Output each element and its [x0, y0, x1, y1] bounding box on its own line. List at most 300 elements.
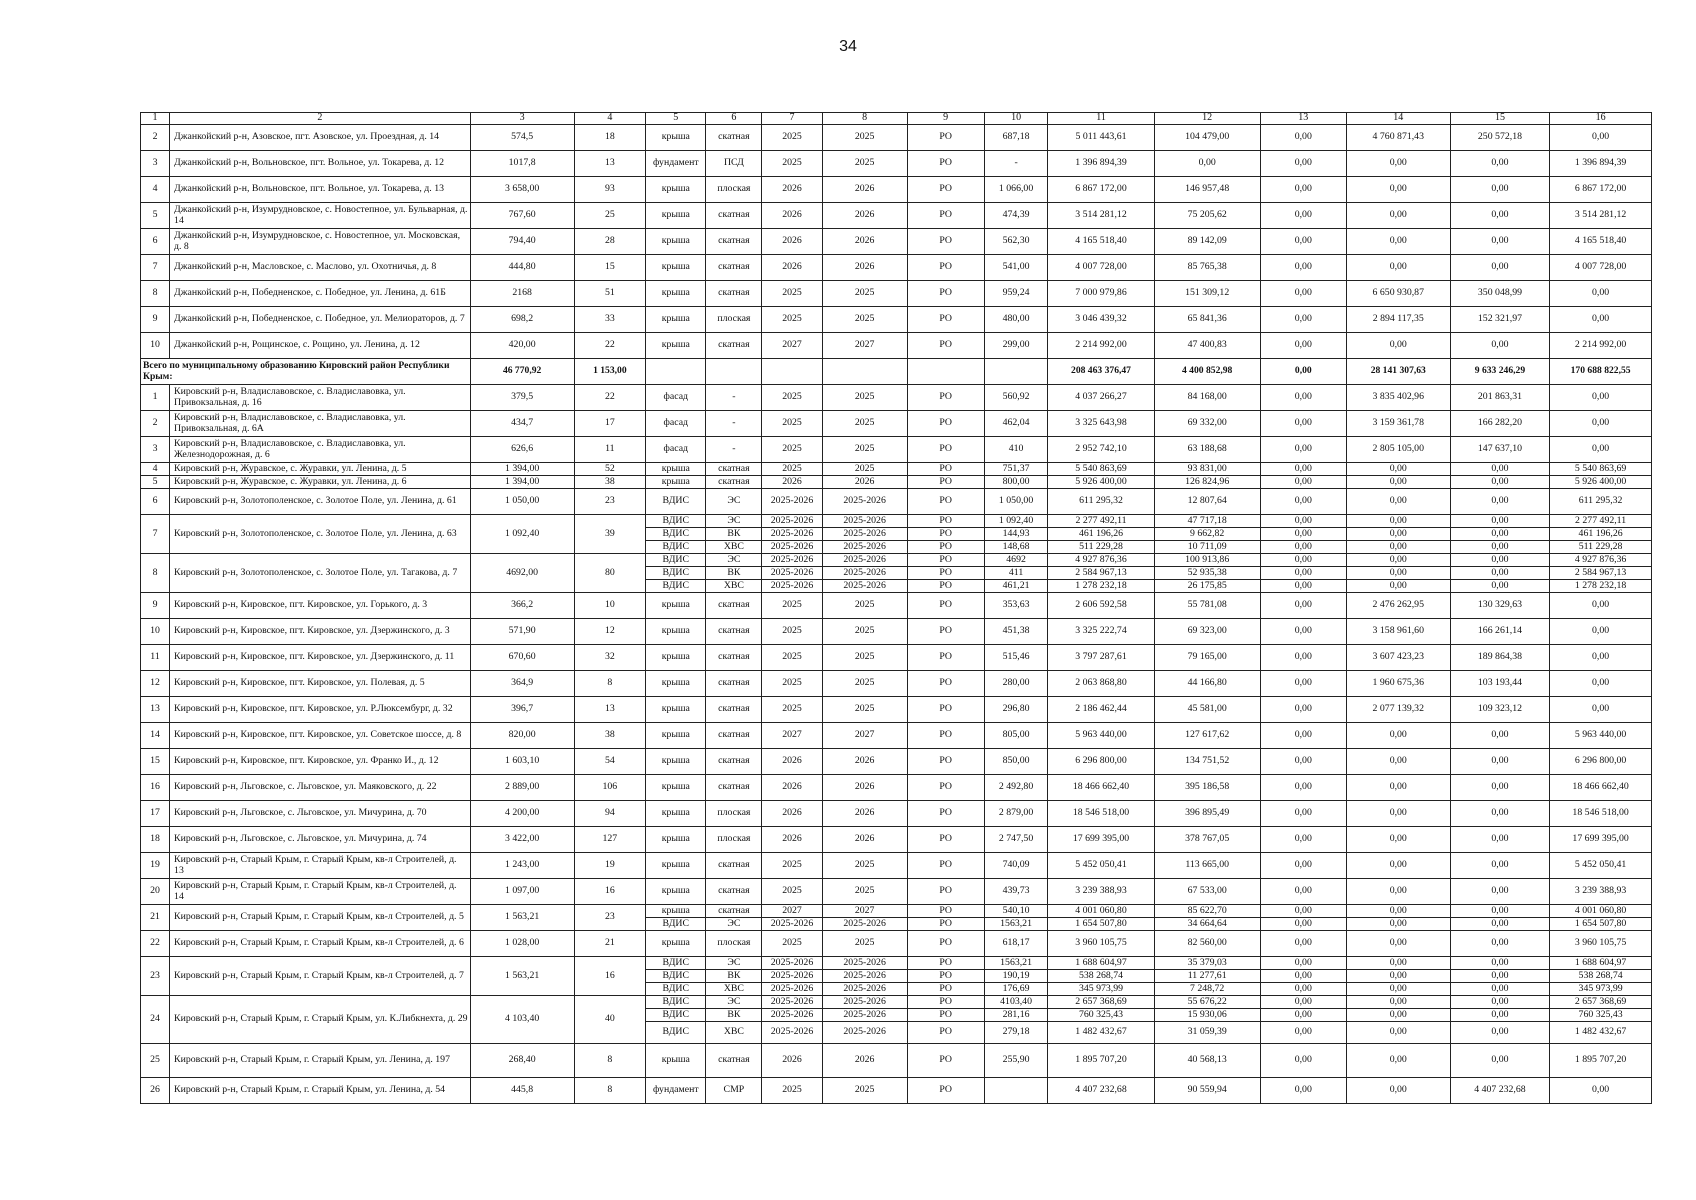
table-cell: 44 166,80 — [1154, 671, 1260, 697]
table-cell: 366,2 — [470, 593, 574, 619]
table-cell: РО — [907, 541, 984, 554]
table-cell: 0,00 — [1260, 177, 1346, 203]
table-cell: 13 — [574, 697, 646, 723]
table-cell: 2 805 105,00 — [1346, 437, 1450, 463]
table-cell: 100 913,86 — [1154, 554, 1260, 567]
table-cell: 0,00 — [1260, 359, 1346, 385]
table-cell: 5 963 440,00 — [1048, 723, 1154, 749]
table-cell: Кировский р-н, Золотополенское, с. Золотое Поле, ул. Ленина, д. 61 — [170, 489, 471, 515]
table-cell: 0,00 — [1550, 307, 1652, 333]
table-cell: 0,00 — [1450, 333, 1549, 359]
table-cell: 1 278 232,18 — [1048, 580, 1154, 593]
table-cell: 751,37 — [984, 463, 1048, 476]
table-cell: 8 — [574, 1044, 646, 1078]
table-cell: 0,00 — [1260, 1078, 1346, 1104]
column-number-row — [141, 113, 1652, 125]
table-cell: 2 747,50 — [984, 827, 1048, 853]
table-cell: 2025-2026 — [822, 489, 907, 515]
table-cell: РО — [907, 489, 984, 515]
table-cell: РО — [907, 463, 984, 476]
table-cell: 3 — [141, 437, 170, 463]
table-cell: ВК — [706, 567, 762, 580]
table-row — [141, 125, 1652, 151]
table-cell: 0,00 — [1260, 957, 1346, 970]
table-cell: скатная — [706, 281, 762, 307]
table-cell: 0,00 — [1260, 983, 1346, 996]
table-cell: 39 — [574, 515, 646, 554]
table-cell: 0,00 — [1550, 125, 1652, 151]
table-cell: 2 214 992,00 — [1048, 333, 1154, 359]
table-cell: 10 — [141, 333, 170, 359]
table-cell: 345 973,99 — [1048, 983, 1154, 996]
table-cell: 2025-2026 — [762, 528, 822, 541]
table-cell: 2025-2026 — [822, 1022, 907, 1044]
table-cell: 2026 — [762, 775, 822, 801]
table-cell: 0,00 — [1550, 619, 1652, 645]
table-cell: 461 196,26 — [1048, 528, 1154, 541]
table-cell: 12 — [574, 619, 646, 645]
table-cell: 1 960 675,36 — [1346, 671, 1450, 697]
table-cell: РО — [907, 554, 984, 567]
table-row — [141, 229, 1652, 255]
table-cell: 4 407 232,68 — [1048, 1078, 1154, 1104]
table-row — [141, 996, 1652, 1009]
table-cell: 9 — [141, 307, 170, 333]
table-cell: 0,00 — [1260, 255, 1346, 281]
table-cell: 4 927 876,36 — [1048, 554, 1154, 567]
table-row — [141, 1078, 1652, 1104]
table-cell: 959,24 — [984, 281, 1048, 307]
table-cell: 2027 — [762, 333, 822, 359]
table-cell: 2026 — [762, 827, 822, 853]
table-cell: 2027 — [822, 333, 907, 359]
table-cell: 0,00 — [1346, 996, 1450, 1009]
table-cell: 26 — [141, 1078, 170, 1104]
table-cell: Кировский р-н, Владиславовское, с. Владиславовка, ул. Привокзальная, д. 16 — [170, 385, 471, 411]
table-cell: 0,00 — [1260, 528, 1346, 541]
table-row — [141, 151, 1652, 177]
table-cell: РО — [907, 1078, 984, 1104]
table-cell: 461 196,26 — [1550, 528, 1652, 541]
table-cell: 0,00 — [1260, 515, 1346, 528]
table-cell: 439,73 — [984, 879, 1048, 905]
table-cell: РО — [907, 567, 984, 580]
table-cell: 2 277 492,11 — [1550, 515, 1652, 528]
table-cell: 85 622,70 — [1154, 905, 1260, 918]
table-cell: крыша — [646, 476, 706, 489]
table-cell: 130 329,63 — [1450, 593, 1549, 619]
table-cell: 10 — [984, 113, 1048, 125]
table-cell: Кировский р-н, Кировское, пгт. Кировское, ул. Горького, д. 3 — [170, 593, 471, 619]
table-cell: ВДИС — [646, 983, 706, 996]
table-cell: 2025 — [762, 125, 822, 151]
table-cell: плоская — [706, 801, 762, 827]
table-cell: 2 186 462,44 — [1048, 697, 1154, 723]
table-cell: Кировский р-н, Владиславовское, с. Владиславовка, ул. Привокзальная, д. 6А — [170, 411, 471, 437]
table-cell: 2025 — [822, 593, 907, 619]
table-cell: 35 379,03 — [1154, 957, 1260, 970]
table-cell: 4 165 518,40 — [1550, 229, 1652, 255]
table-row — [141, 723, 1652, 749]
table-cell: крыша — [646, 697, 706, 723]
table-cell: плоская — [706, 931, 762, 957]
table-cell: 166 282,20 — [1450, 411, 1549, 437]
table-cell: 8 — [141, 554, 170, 593]
table-cell: 2168 — [470, 281, 574, 307]
table-cell: РО — [907, 723, 984, 749]
table-cell: 280,00 — [984, 671, 1048, 697]
table-cell: 65 841,36 — [1154, 307, 1260, 333]
table-cell: 0,00 — [1346, 931, 1450, 957]
table-cell: 794,40 — [470, 229, 574, 255]
table-cell: 1 688 604,97 — [1550, 957, 1652, 970]
table-cell: 2 889,00 — [470, 775, 574, 801]
table-cell: 1 895 707,20 — [1048, 1044, 1154, 1078]
table-cell: 3 325 643,98 — [1048, 411, 1154, 437]
table-cell: 9 633 246,29 — [1450, 359, 1549, 385]
table-cell: 17 — [574, 411, 646, 437]
table-cell: Кировский р-н, Журавское, с. Журавки, ул. Ленина, д. 5 — [170, 463, 471, 476]
table-row — [141, 671, 1652, 697]
table-cell: 4 760 871,43 — [1346, 125, 1450, 151]
table-cell: 15 930,06 — [1154, 1009, 1260, 1022]
table-cell: 10 — [574, 593, 646, 619]
table-cell: РО — [907, 853, 984, 879]
table-row — [141, 593, 1652, 619]
table-cell: 23 — [574, 489, 646, 515]
table-cell: скатная — [706, 125, 762, 151]
table-cell: 0,00 — [1260, 970, 1346, 983]
table-cell: 2025-2026 — [822, 983, 907, 996]
table-cell: 0,00 — [1450, 723, 1549, 749]
table-cell: 63 188,68 — [1154, 437, 1260, 463]
table-cell: 4 103,40 — [470, 996, 574, 1044]
table-cell: 268,40 — [470, 1044, 574, 1078]
table-cell: скатная — [706, 203, 762, 229]
table-cell: 2025 — [762, 1078, 822, 1104]
table-cell: 2025-2026 — [762, 970, 822, 983]
table-cell: ВДИС — [646, 957, 706, 970]
table-cell: скатная — [706, 476, 762, 489]
table-cell: 24 — [141, 996, 170, 1044]
table-cell: 4 — [141, 177, 170, 203]
table-cell: 1 654 507,80 — [1048, 918, 1154, 931]
table-cell: 2025-2026 — [822, 996, 907, 1009]
table-cell: 0,00 — [1346, 554, 1450, 567]
table-cell: 6 — [706, 113, 762, 125]
table-cell: 2025-2026 — [762, 983, 822, 996]
table-cell: 2026 — [822, 749, 907, 775]
table-cell: 7 000 979,86 — [1048, 281, 1154, 307]
table-cell: 2026 — [822, 203, 907, 229]
table-cell: 134 751,52 — [1154, 749, 1260, 775]
table-cell: 1 097,00 — [470, 879, 574, 905]
table-cell: крыша — [646, 229, 706, 255]
table-cell: 4 400 852,98 — [1154, 359, 1260, 385]
table-cell: 2 — [170, 113, 471, 125]
table-cell: 3 835 402,96 — [1346, 385, 1450, 411]
table-cell: 148,68 — [984, 541, 1048, 554]
table-cell: 1 050,00 — [470, 489, 574, 515]
table-cell: крыша — [646, 307, 706, 333]
table-cell: РО — [907, 333, 984, 359]
table-cell: Джанкойский р-н, Победненское, с. Победное, ул. Ленина, д. 61Б — [170, 281, 471, 307]
table-cell: 47 400,83 — [1154, 333, 1260, 359]
table-cell: 2025 — [822, 411, 907, 437]
table-cell: крыша — [646, 645, 706, 671]
table-cell: 0,00 — [1450, 515, 1549, 528]
table-cell: 0,00 — [1450, 463, 1549, 476]
table-cell: 687,18 — [984, 125, 1048, 151]
table-cell: 0,00 — [1260, 1044, 1346, 1078]
table-cell: 23 — [574, 905, 646, 931]
table-cell: 2 — [141, 125, 170, 151]
table-cell: РО — [907, 749, 984, 775]
table-cell: 0,00 — [1346, 463, 1450, 476]
table-cell: 1 603,10 — [470, 749, 574, 775]
table-cell: 201 863,31 — [1450, 385, 1549, 411]
table-cell: ВДИС — [646, 580, 706, 593]
table-cell: 540,10 — [984, 905, 1048, 918]
table-cell: 55 676,22 — [1154, 996, 1260, 1009]
table-cell: крыша — [646, 723, 706, 749]
table-cell: 626,6 — [470, 437, 574, 463]
table-cell: ВДИС — [646, 515, 706, 528]
table-cell: 23 — [141, 957, 170, 996]
table-cell: 2 952 742,10 — [1048, 437, 1154, 463]
table-cell: 40 — [574, 996, 646, 1044]
table-cell: 190,19 — [984, 970, 1048, 983]
table-cell: 474,39 — [984, 203, 1048, 229]
table-cell: Кировский р-н, Кировское, пгт. Кировское, ул. Дзержинского, д. 11 — [170, 645, 471, 671]
table-cell: РО — [907, 996, 984, 1009]
table-cell: 9 — [141, 593, 170, 619]
table-cell: 40 568,13 — [1154, 1044, 1260, 1078]
table-cell: 28 141 307,63 — [1346, 359, 1450, 385]
table-cell: 0,00 — [1260, 918, 1346, 931]
table-cell: 67 533,00 — [1154, 879, 1260, 905]
table-cell: 1 028,00 — [470, 931, 574, 957]
table-cell: РО — [907, 827, 984, 853]
table-cell: 18 — [574, 125, 646, 151]
table-cell: 19 — [574, 853, 646, 879]
table-cell: 0,00 — [1550, 645, 1652, 671]
table-cell: 2026 — [762, 749, 822, 775]
table-cell: 2 214 992,00 — [1550, 333, 1652, 359]
table-cell — [907, 359, 984, 385]
table-cell: РО — [907, 1022, 984, 1044]
table-cell: РО — [907, 593, 984, 619]
table-cell: 396 895,49 — [1154, 801, 1260, 827]
table-cell: РО — [907, 476, 984, 489]
table-cell: 0,00 — [1450, 775, 1549, 801]
table-cell: Кировский р-н, Кировское, пгт. Кировское, ул. Советское шоссе, д. 8 — [170, 723, 471, 749]
table-cell: 26 175,85 — [1154, 580, 1260, 593]
table-row — [141, 437, 1652, 463]
table-cell: 2025 — [822, 437, 907, 463]
table-cell: 2025 — [822, 281, 907, 307]
table-row — [141, 281, 1652, 307]
table-cell: 2025-2026 — [762, 567, 822, 580]
table-cell: Кировский р-н, Кировское, пгт. Кировское, ул. Р.Люксембург, д. 32 — [170, 697, 471, 723]
table-cell: 698,2 — [470, 307, 574, 333]
table-cell: РО — [907, 801, 984, 827]
table-cell: Кировский р-н, Кировское, пгт. Кировское, ул. Дзержинского, д. 3 — [170, 619, 471, 645]
table-cell: 538 268,74 — [1048, 970, 1154, 983]
table-cell: РО — [907, 905, 984, 918]
table-cell: РО — [907, 697, 984, 723]
table-cell: 2026 — [822, 177, 907, 203]
table-cell: 15 — [1450, 113, 1549, 125]
table-cell: крыша — [646, 1044, 706, 1078]
table-cell: 17 699 395,00 — [1048, 827, 1154, 853]
table-cell: 2025-2026 — [762, 541, 822, 554]
table-row — [141, 515, 1652, 528]
table-cell: 611 295,32 — [1550, 489, 1652, 515]
table-cell: 411 — [984, 567, 1048, 580]
table-cell: скатная — [706, 333, 762, 359]
table-cell: скатная — [706, 463, 762, 476]
table-cell: 767,60 — [470, 203, 574, 229]
table-cell: 0,00 — [1450, 918, 1549, 931]
table-cell: 4 — [141, 463, 170, 476]
table-cell: РО — [907, 177, 984, 203]
table-cell: 451,38 — [984, 619, 1048, 645]
table-cell: 38 — [574, 723, 646, 749]
table-cell: - — [984, 151, 1048, 177]
table-cell: 2025-2026 — [762, 554, 822, 567]
table-cell: 0,00 — [1550, 697, 1652, 723]
table-cell: 90 559,94 — [1154, 1078, 1260, 1104]
table-cell: ХВС — [706, 1022, 762, 1044]
table-cell: 106 — [574, 775, 646, 801]
table-cell: 4 001 060,80 — [1048, 905, 1154, 918]
table-cell: 5 540 863,69 — [1048, 463, 1154, 476]
table-cell: 5 — [646, 113, 706, 125]
table-cell: 760 325,43 — [1048, 1009, 1154, 1022]
table-row — [141, 645, 1652, 671]
table-cell: 2025 — [822, 671, 907, 697]
table-cell: ЭС — [706, 996, 762, 1009]
table-cell: ВДИС — [646, 541, 706, 554]
table-row — [141, 489, 1652, 515]
table-row — [141, 853, 1652, 879]
table-cell: скатная — [706, 593, 762, 619]
table-cell: 0,00 — [1550, 671, 1652, 697]
table-cell: 0,00 — [1346, 801, 1450, 827]
table-cell: 0,00 — [1450, 879, 1549, 905]
table-cell: 574,5 — [470, 125, 574, 151]
table-cell: 0,00 — [1346, 1078, 1450, 1104]
table-cell: 850,00 — [984, 749, 1048, 775]
table-cell: 1 563,21 — [470, 905, 574, 931]
table-cell: 82 560,00 — [1154, 931, 1260, 957]
table-cell: 19 — [141, 853, 170, 879]
table-cell: 2 476 262,95 — [1346, 593, 1450, 619]
table-cell: 0,00 — [1260, 723, 1346, 749]
table-cell — [646, 359, 706, 385]
table-row — [141, 775, 1652, 801]
table-cell: РО — [907, 879, 984, 905]
table-cell: 350 048,99 — [1450, 281, 1549, 307]
table-cell: РО — [907, 229, 984, 255]
table-cell: 0,00 — [1450, 229, 1549, 255]
table-cell: ВДИС — [646, 996, 706, 1009]
table-cell: 10 — [141, 619, 170, 645]
table-cell: 2025-2026 — [822, 957, 907, 970]
table-cell: 3 960 105,75 — [1048, 931, 1154, 957]
table-cell: 4103,40 — [984, 996, 1048, 1009]
table-cell: 208 463 376,47 — [1048, 359, 1154, 385]
table-cell: крыша — [646, 593, 706, 619]
table-cell: 562,30 — [984, 229, 1048, 255]
table-cell: фундамент — [646, 1078, 706, 1104]
table-cell: 22 — [574, 333, 646, 359]
table-cell: 6 867 172,00 — [1550, 177, 1652, 203]
table-cell: 2025 — [762, 385, 822, 411]
table-cell: 6 296 800,00 — [1048, 749, 1154, 775]
table-cell: 6 — [141, 489, 170, 515]
table-cell: 4 200,00 — [470, 801, 574, 827]
table-cell: Кировский р-н, Старый Крым, г. Старый Крым, ул. Ленина, д. 54 — [170, 1078, 471, 1104]
table-cell: 2026 — [762, 476, 822, 489]
table-cell: 0,00 — [1260, 437, 1346, 463]
table-cell: 0,00 — [1260, 463, 1346, 476]
capital-repair-table — [140, 112, 1652, 1104]
table-cell: 13 — [574, 151, 646, 177]
table-cell: скатная — [706, 255, 762, 281]
table-cell: 0,00 — [1346, 749, 1450, 775]
table-cell: 69 323,00 — [1154, 619, 1260, 645]
table-cell: крыша — [646, 177, 706, 203]
table-cell: 250 572,18 — [1450, 125, 1549, 151]
table-cell: 126 824,96 — [1154, 476, 1260, 489]
table-cell: РО — [907, 1009, 984, 1022]
table-cell: 2025 — [822, 931, 907, 957]
table-cell: 8 — [574, 671, 646, 697]
table-cell: РО — [907, 151, 984, 177]
table-cell: 2026 — [762, 229, 822, 255]
table-cell: 2026 — [822, 801, 907, 827]
table-cell: 0,00 — [1450, 554, 1549, 567]
table-row — [141, 307, 1652, 333]
table-cell: Кировский р-н, Старый Крым, г. Старый Крым, кв-л Строителей, д. 7 — [170, 957, 471, 996]
table-cell: 1 153,00 — [574, 359, 646, 385]
table-cell: 13 — [141, 697, 170, 723]
table-cell: скатная — [706, 749, 762, 775]
table-cell: 2025 — [762, 463, 822, 476]
table-cell: ПСД — [706, 151, 762, 177]
table-cell: 4692,00 — [470, 554, 574, 593]
table-cell: 52 — [574, 463, 646, 476]
table-cell: 4 165 518,40 — [1048, 229, 1154, 255]
table-cell: 12 — [141, 671, 170, 697]
table-cell: 12 — [1154, 113, 1260, 125]
table-cell: 14 — [141, 723, 170, 749]
table-cell: 3 159 361,78 — [1346, 411, 1450, 437]
table-cell: 0,00 — [1450, 970, 1549, 983]
page-number: 34 — [839, 38, 857, 55]
table-cell: плоская — [706, 827, 762, 853]
table-cell: скатная — [706, 619, 762, 645]
table-cell: Джанкойский р-н, Азовское, пгт. Азовское, ул. Проездная, д. 14 — [170, 125, 471, 151]
table-cell: 1 — [141, 113, 170, 125]
table-cell: РО — [907, 1044, 984, 1078]
table-cell: фундамент — [646, 151, 706, 177]
table-cell: 0,00 — [1550, 411, 1652, 437]
table-cell: - — [706, 437, 762, 463]
table-cell: крыша — [646, 853, 706, 879]
